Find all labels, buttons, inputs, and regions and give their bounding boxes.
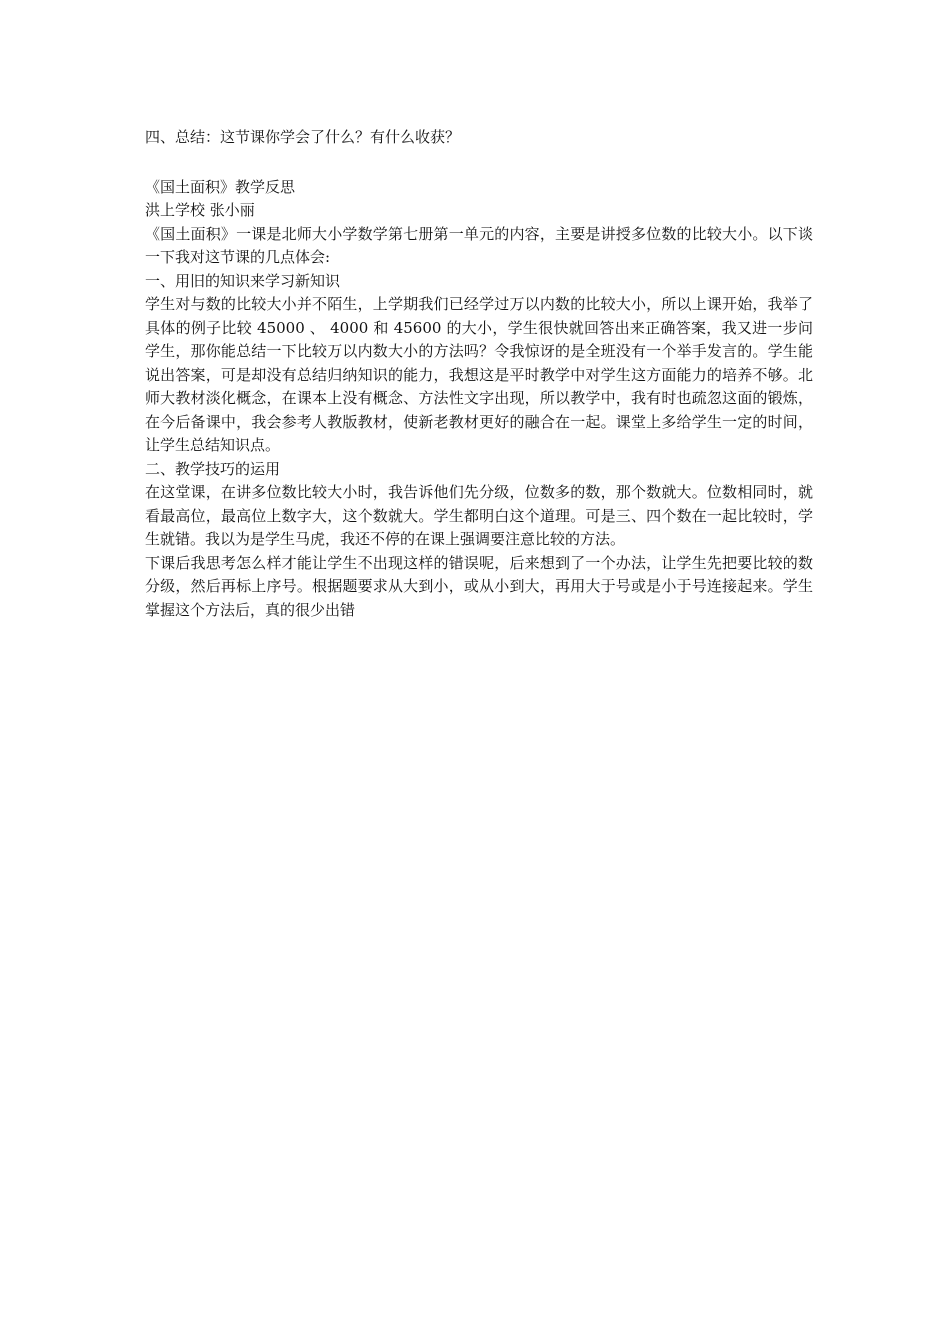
section-2-body-1: 在这堂课，在讲多位数比较大小时，我告诉他们先分级，位数多的数，那个数就大。位数相同时，就看最高位，最高位上数字大，这个数就大。学生都明白这个道理。可是三、四个数在一起比较时，学生就错。我以为是学生马虎，我还不停的在课上强调要注意比较的方法。 (145, 483, 813, 548)
section-2-heading: 二、教学技巧的运用 (145, 459, 281, 478)
summary-line: 四、总结：这节课你学会了什么？有什么收获？ (145, 128, 461, 146)
document-page (145, 126, 813, 622)
section-1-body: 学生对与数的比较大小并不陌生，上学期我们已经学过万以内数的比较大小，所以上课开始，我举了具体的例子比较 45000 、 4000 和 45600 的大小，学生很快就回答出来正确答案，我又进一步问学生，那你能总结一下比较万以内数大小的方法吗？令我惊讶的是全班没有一个举手发言的。学生能说出答案，可是却没有总结归纳知识的能力，我想这是平时教学中对学生这方面能力的培养不够。北师大教材淡化概念，在课本上没有概念、方法性文字出现，所以教学中，我有时也疏忽这面的锻炼，在今后备课中，我会参考人教版教材，使新老教材更好的融合在一起。课堂上多给学生一定的时间，让学生总结知识点。 (145, 295, 813, 454)
section-1-heading: 一、用旧的知识来学习新知识 (145, 271, 341, 290)
intro-paragraph: 《国土面积》一课是北师大小学数学第七册第一单元的内容，主要是讲授多位数的比较大小。以下谈一下我对这节课的几点体会: (145, 224, 813, 266)
blank-gap (145, 150, 813, 176)
author-line: 洪上学校 张小丽 (145, 201, 255, 219)
section-2-body-2: 下课后我思考怎么样才能让学生不出现这样的错误呢，后来想到了一个办法，让学生先把要比较的数分级，然后再标上序号。根据题要求从大到小，或从小到大，再用大于号或是小于号连接起来。学生掌握这个方法后，真的很少出错 (145, 553, 813, 619)
document-title: 《国土面积》教学反思 (145, 177, 296, 196)
